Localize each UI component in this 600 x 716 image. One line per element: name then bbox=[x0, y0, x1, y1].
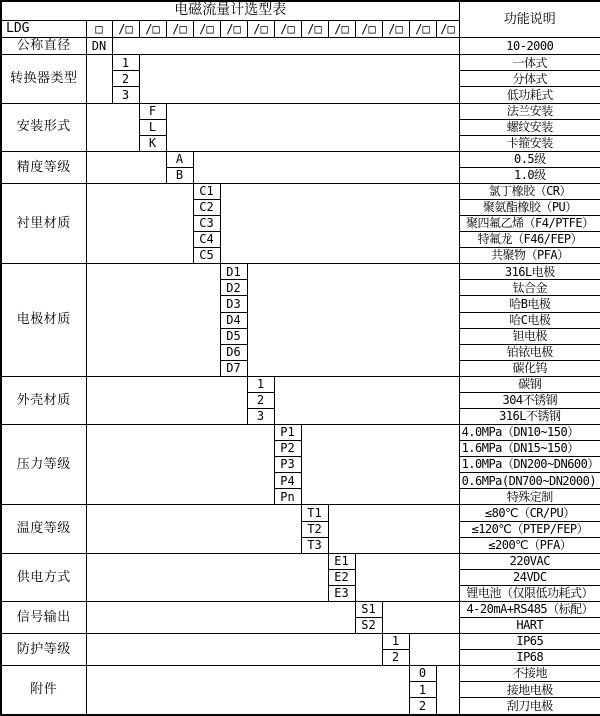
model-slot: /□ bbox=[112, 20, 139, 37]
model-prefix: LDG bbox=[1, 20, 86, 37]
selection-table-body bbox=[1, 1, 600, 715]
filler-cell bbox=[86, 151, 166, 183]
model-slot: /□ bbox=[193, 20, 220, 37]
filler-cell bbox=[274, 376, 459, 424]
option-code-cell: E2 bbox=[328, 569, 355, 585]
option-code-cell: D7 bbox=[220, 360, 247, 376]
option-desc-cell: 聚四氟乙烯（F4/PTFE） bbox=[459, 216, 600, 232]
model-base-slot: □ bbox=[86, 20, 112, 37]
option-desc-cell: 10-2000 bbox=[459, 37, 600, 54]
filler-cell bbox=[247, 264, 459, 377]
option-desc-cell: 卡箍安装 bbox=[459, 135, 600, 151]
option-code-cell: D4 bbox=[220, 312, 247, 328]
filler-cell bbox=[86, 666, 409, 715]
option-desc-cell: 1.6MPa（DN15~150） bbox=[459, 441, 600, 457]
option-desc-cell: ≤200℃（PFA） bbox=[459, 537, 600, 553]
category-label: 外壳材质 bbox=[1, 376, 86, 424]
option-desc-cell: 1.0级 bbox=[459, 167, 600, 183]
option-code-cell: 1 bbox=[247, 376, 274, 392]
filler-cell bbox=[86, 634, 382, 666]
filler-cell bbox=[86, 505, 301, 553]
model-slot: /□ bbox=[274, 20, 301, 37]
option-desc-cell: 钽电极 bbox=[459, 328, 600, 344]
option-desc-cell: ≤80℃（CR/PU） bbox=[459, 505, 600, 521]
option-code-cell: T1 bbox=[301, 505, 328, 521]
option-code-cell: B bbox=[166, 167, 193, 183]
option-desc-cell: 220VAC bbox=[459, 553, 600, 569]
option-desc-cell: 316L电极 bbox=[459, 264, 600, 280]
filler-cell bbox=[86, 376, 247, 424]
filler-cell bbox=[382, 601, 459, 633]
filler-cell bbox=[86, 601, 355, 633]
option-desc-cell: 哈C电极 bbox=[459, 312, 600, 328]
option-desc-cell: ≤120℃（PTEP/FEP） bbox=[459, 521, 600, 537]
option-code-cell: T3 bbox=[301, 537, 328, 553]
option-code-cell: D1 bbox=[220, 264, 247, 280]
option-desc-cell: 共聚物（PFA） bbox=[459, 248, 600, 264]
category-label: 温度等级 bbox=[1, 505, 86, 553]
table-title: 电磁流量计选型表 bbox=[1, 1, 459, 20]
option-desc-cell: 一体式 bbox=[459, 55, 600, 71]
option-code-cell: C5 bbox=[193, 248, 220, 264]
filler-cell bbox=[86, 183, 193, 263]
model-slot: /□ bbox=[409, 20, 436, 37]
option-code-cell: 2 bbox=[382, 650, 409, 666]
filler-cell bbox=[86, 55, 112, 103]
model-slot: /□ bbox=[166, 20, 193, 37]
option-code-cell: 2 bbox=[112, 71, 139, 87]
model-slot: /□ bbox=[220, 20, 247, 37]
option-desc-cell: 0.5级 bbox=[459, 151, 600, 167]
option-desc-cell: 特殊定制 bbox=[459, 489, 600, 505]
option-code-cell: P4 bbox=[274, 473, 301, 489]
option-desc-cell: IP65 bbox=[459, 634, 600, 650]
option-desc-cell: 氯丁橡胶（CR） bbox=[459, 183, 600, 199]
filler-cell bbox=[86, 103, 139, 151]
option-code-cell: D2 bbox=[220, 280, 247, 296]
category-label: 防护等级 bbox=[1, 634, 86, 666]
option-code-cell: P1 bbox=[274, 425, 301, 441]
category-label: 安装形式 bbox=[1, 103, 86, 151]
option-code-cell: E3 bbox=[328, 585, 355, 601]
option-desc-cell: 螺纹安装 bbox=[459, 119, 600, 135]
option-code-cell: K bbox=[139, 135, 166, 151]
option-code-cell: F bbox=[139, 103, 166, 119]
option-desc-cell: 1.0MPa（DN200~DN600） bbox=[459, 457, 600, 473]
option-code-cell: 2 bbox=[409, 698, 436, 715]
filler-cell bbox=[328, 505, 459, 553]
option-code-cell: S1 bbox=[355, 601, 382, 617]
filler-cell bbox=[193, 151, 459, 183]
filler-cell bbox=[301, 425, 459, 505]
category-label: 电极材质 bbox=[1, 264, 86, 377]
option-code-cell: DN bbox=[86, 37, 112, 54]
filler-cell bbox=[166, 103, 459, 151]
option-desc-cell: 锂电池（仅限低功耗式） bbox=[459, 585, 600, 601]
option-desc-cell: 特氟龙（F46/FEP） bbox=[459, 232, 600, 248]
model-slot: /□ bbox=[301, 20, 328, 37]
option-code-cell: A bbox=[166, 151, 193, 167]
category-label: 公称直径 bbox=[1, 37, 86, 54]
option-desc-cell: 铂铱电极 bbox=[459, 344, 600, 360]
filler-cell bbox=[86, 264, 220, 377]
option-desc-cell: 钛合金 bbox=[459, 280, 600, 296]
option-code-cell: C3 bbox=[193, 216, 220, 232]
filler-cell bbox=[86, 425, 274, 505]
option-code-cell: 1 bbox=[382, 634, 409, 650]
category-label: 压力等级 bbox=[1, 425, 86, 505]
option-desc-cell: 分体式 bbox=[459, 71, 600, 87]
category-label: 衬里材质 bbox=[1, 183, 86, 263]
filler-cell bbox=[220, 183, 459, 263]
option-desc-cell: 接地电极 bbox=[459, 682, 600, 698]
option-desc-cell: 碳钢 bbox=[459, 376, 600, 392]
option-code-cell: 2 bbox=[247, 392, 274, 408]
option-code-cell: 0 bbox=[409, 666, 436, 682]
model-slot: /□ bbox=[247, 20, 274, 37]
option-code-cell: S2 bbox=[355, 618, 382, 634]
option-desc-cell: 4.0MPa（DN10~150） bbox=[459, 425, 600, 441]
option-code-cell: 1 bbox=[112, 55, 139, 71]
option-code-cell: P2 bbox=[274, 441, 301, 457]
option-desc-cell: 24VDC bbox=[459, 569, 600, 585]
filler-cell bbox=[112, 37, 459, 54]
option-desc-cell: 哈B电极 bbox=[459, 296, 600, 312]
model-slot: /□ bbox=[436, 20, 459, 37]
option-code-cell: C1 bbox=[193, 183, 220, 199]
category-label: 信号输出 bbox=[1, 601, 86, 633]
option-code-cell: E1 bbox=[328, 553, 355, 569]
option-desc-cell: 法兰安装 bbox=[459, 103, 600, 119]
filler-cell bbox=[86, 553, 328, 601]
option-desc-cell: 316L不锈钢 bbox=[459, 409, 600, 425]
option-code-cell: 3 bbox=[247, 409, 274, 425]
option-desc-cell: HART bbox=[459, 618, 600, 634]
option-code-cell: D3 bbox=[220, 296, 247, 312]
option-desc-cell: 低功耗式 bbox=[459, 87, 600, 103]
filler-cell bbox=[409, 634, 459, 666]
option-code-cell: D5 bbox=[220, 328, 247, 344]
model-slot: /□ bbox=[139, 20, 166, 37]
option-code-cell: L bbox=[139, 119, 166, 135]
category-label: 供电方式 bbox=[1, 553, 86, 601]
option-desc-cell: 不接地 bbox=[459, 666, 600, 682]
category-label: 精度等级 bbox=[1, 151, 86, 183]
option-desc-cell: 碳化钨 bbox=[459, 360, 600, 376]
option-desc-cell: 4-20mA+RS485（标配） bbox=[459, 601, 600, 617]
option-code-cell: Pn bbox=[274, 489, 301, 505]
category-label: 转换器类型 bbox=[1, 55, 86, 103]
option-code-cell: 3 bbox=[112, 87, 139, 103]
model-slot: /□ bbox=[382, 20, 409, 37]
option-code-cell: P3 bbox=[274, 457, 301, 473]
option-code-cell: 1 bbox=[409, 682, 436, 698]
option-desc-cell: 0.6MPa(DN700~DN2000) bbox=[459, 473, 600, 489]
filler-cell bbox=[436, 666, 459, 715]
option-desc-cell: IP68 bbox=[459, 650, 600, 666]
option-code-cell: D6 bbox=[220, 344, 247, 360]
model-slot: /□ bbox=[328, 20, 355, 37]
option-code-cell: C2 bbox=[193, 199, 220, 215]
option-desc-cell: 聚氨酯橡胶（PU） bbox=[459, 199, 600, 215]
model-slot: /□ bbox=[355, 20, 382, 37]
option-desc-cell: 刮刀电极 bbox=[459, 698, 600, 715]
filler-cell bbox=[139, 55, 459, 103]
function-column-header: 功能说明 bbox=[459, 1, 600, 37]
category-label: 附件 bbox=[1, 666, 86, 715]
option-code-cell: C4 bbox=[193, 232, 220, 248]
option-desc-cell: 304不锈钢 bbox=[459, 392, 600, 408]
filler-cell bbox=[355, 553, 459, 601]
option-code-cell: T2 bbox=[301, 521, 328, 537]
